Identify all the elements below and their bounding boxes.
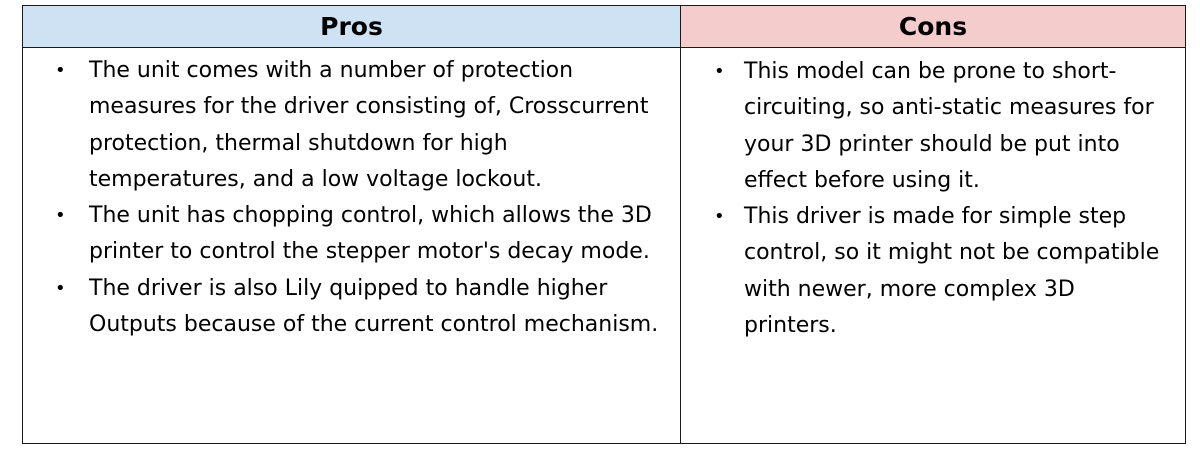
pros-list [23,48,680,343]
list-item [55,198,670,271]
pros-cons-table [22,5,1186,444]
con-text: This model can be prone to short-circuiting, so anti-static measures for your 3D printer should be put into effect before using it. [744,59,1154,193]
pro-text: The unit comes with a number of protection measures for the driver consisting of, Crosscurrent protection, thermal shutdown for high temperatures, and a low voltage lockout. [89,58,649,192]
pros-header: Pros [23,6,681,48]
cons-cell [681,48,1186,444]
pro-text: The unit has chopping control, which allows the 3D printer to control the stepper motor's decay mode. [89,203,652,265]
bullet-icon: • [55,60,66,81]
list-item [714,54,1173,199]
bullet-icon: • [714,61,725,82]
bullet-icon: • [55,277,66,299]
bullet-icon: • [714,206,725,228]
header-row [23,6,1186,48]
cons-list [681,48,1185,344]
pro-text: The driver is also Lily quipped to handle higher Outputs because of the current control mechanism. [89,275,659,338]
list-item [55,271,670,344]
list-item [55,53,670,198]
con-text: This driver is made for simple step control, so it might not be compatible with newer, more complex 3D printers. [744,204,1160,339]
bullet-icon: • [55,205,66,227]
content-row [23,48,1186,444]
cons-header: Cons [681,6,1186,48]
list-item [714,199,1173,344]
pros-cell [23,48,681,444]
